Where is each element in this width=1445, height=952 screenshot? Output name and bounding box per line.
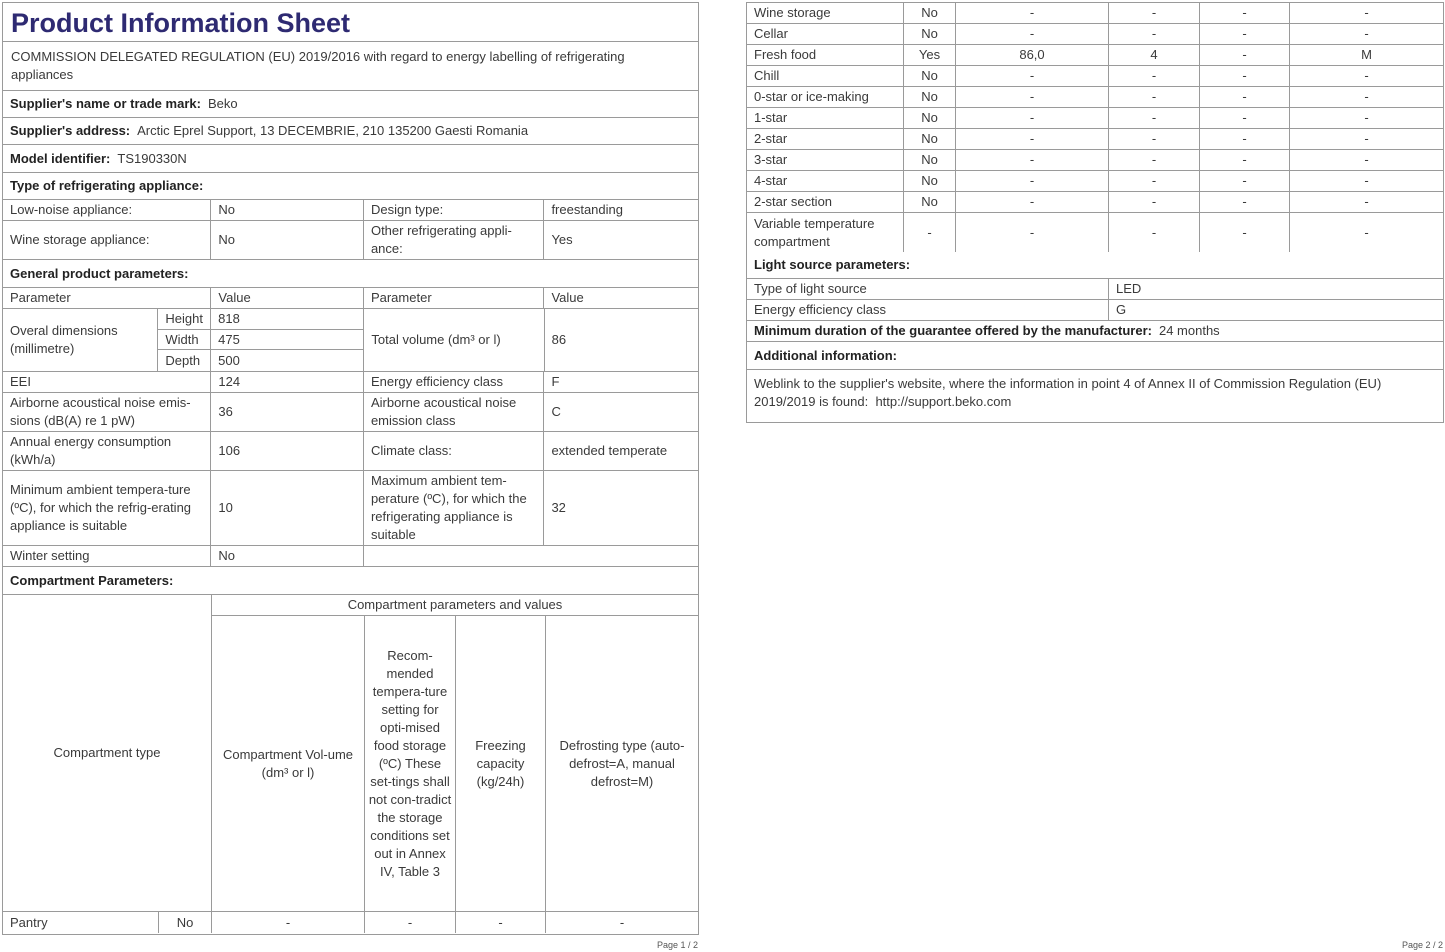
noise-label: Airborne acoustical noise emis-sions (dB(A) re 1 pW) — [3, 393, 211, 431]
value-header-1: Value — [211, 288, 364, 308]
low-noise-value: No — [211, 200, 364, 220]
max-temp-label: Maximum ambient tem-perature (ºC), for which the refrigerating appliance is suitable — [364, 471, 544, 545]
supplier-cell — [3, 91, 245, 117]
design-value: freestanding — [551, 202, 623, 217]
other-value: Yes — [551, 232, 573, 247]
pantry-row — [3, 912, 698, 933]
address-row — [3, 118, 698, 145]
compartment-temp: - — [1109, 171, 1200, 191]
page-1-number: Page 1 / 2 — [657, 940, 699, 950]
wine-label: Wine storage appliance: — [3, 221, 211, 259]
comp-values-block — [212, 595, 698, 911]
pantry-present: No — [159, 912, 212, 933]
compartment-row — [747, 3, 1443, 24]
noise-row — [3, 393, 698, 432]
compartment-row — [747, 150, 1443, 171]
noise-value: 36 — [211, 393, 364, 431]
compartment-row — [747, 171, 1443, 192]
compartment-defrost: - — [1364, 224, 1369, 240]
compartment-name: 2-star section — [747, 192, 904, 212]
compartment-present: No — [904, 24, 956, 44]
compartment-volume: - — [956, 192, 1109, 212]
depth-value: 500 — [218, 352, 240, 368]
compartment-row — [747, 87, 1443, 108]
compartment-name: Wine storage — [747, 3, 904, 23]
compartment-temp: - — [1109, 108, 1200, 128]
eei-label: EEI — [3, 372, 211, 392]
light-class-label: Energy efficiency class — [747, 300, 1109, 320]
compartment-defrost: - — [1364, 5, 1369, 20]
pantry-label: Pantry — [3, 912, 159, 933]
comp-volume-header: Compartment Vol-ume (dm³ or l) — [212, 616, 365, 911]
height-value: 818 — [218, 310, 240, 326]
compartment-present: No — [904, 171, 956, 191]
compartment-present: No — [904, 192, 956, 212]
compartment-volume: - — [956, 213, 1109, 252]
compartment-row — [747, 192, 1443, 213]
compartment-defrost: - — [1364, 173, 1369, 188]
max-temp-value: 32 — [551, 500, 566, 515]
additional-heading: Additional information: — [754, 347, 897, 363]
noise-class-value: C — [551, 404, 561, 419]
design-label: Design type: — [364, 200, 544, 220]
compartment-defrost: - — [1364, 89, 1369, 104]
type-heading: Type of refrigerating appliance: — [10, 178, 204, 193]
compartment-row — [747, 24, 1443, 45]
compartment-name: 0-star or ice-making — [747, 87, 904, 107]
dimensions-row — [3, 309, 698, 372]
compartment-row — [747, 66, 1443, 87]
eff-class-label: Energy efficiency class — [364, 372, 544, 392]
general-heading: General product parameters: — [10, 265, 189, 281]
compartment-volume: - — [956, 129, 1109, 149]
pantry-defrost: - — [619, 914, 625, 930]
compartment-defrost: - — [1364, 68, 1369, 83]
compartment-defrost: - — [1364, 194, 1369, 209]
compartment-present: No — [904, 129, 956, 149]
total-volume-value: 86 — [551, 332, 567, 347]
compartment-freeze: - — [1200, 87, 1290, 107]
weblink-url[interactable]: http://support.beko.com — [875, 394, 1012, 409]
light-type-value: LED — [1116, 281, 1142, 296]
compartment-row — [747, 45, 1443, 66]
width-row — [158, 330, 363, 351]
compartment-temp: 4 — [1109, 45, 1200, 65]
compartment-present: No — [904, 150, 956, 170]
compartment-temp: - — [1109, 192, 1200, 212]
compartment-row — [747, 108, 1443, 129]
low-noise-label: Low-noise appliance: — [3, 200, 211, 220]
wine-value: No — [211, 221, 364, 259]
comp-defrost-header: Defrosting type (auto-defrost=A, manual defrost=M) — [559, 737, 685, 789]
title-row — [3, 3, 698, 42]
dimensions-label: Overal dimensions (millimetre) — [3, 309, 158, 371]
compartment-volume: - — [956, 66, 1109, 86]
regulation-row — [3, 42, 698, 91]
light-class-value: G — [1116, 302, 1127, 317]
compartment-present: Yes — [904, 45, 956, 65]
light-heading: Light source parameters: — [754, 257, 911, 272]
compartment-temp: - — [1109, 129, 1200, 149]
compartment-volume: - — [956, 3, 1109, 23]
compartment-volume: - — [956, 24, 1109, 44]
min-temp-value: 10 — [211, 471, 364, 545]
light-heading-row — [747, 252, 1443, 279]
compartment-name: Cellar — [747, 24, 904, 44]
pantry-volume: - — [212, 912, 365, 933]
compartment-volume: - — [956, 108, 1109, 128]
page-2 — [746, 2, 1444, 423]
light-class-row — [747, 300, 1443, 321]
compartment-defrost: M — [1361, 47, 1372, 62]
weblink-row — [747, 370, 1443, 416]
eei-value: 124 — [211, 372, 364, 392]
pantry-freeze: - — [456, 912, 546, 933]
supplier-label: Supplier's name or trade mark: — [10, 96, 201, 111]
weblink-text: Weblink to the supplier's website, where the information in point 4 of Annex II of Commission Regulation (EU) 2019/2019 is found: — [754, 376, 1382, 409]
compartment-volume: - — [956, 87, 1109, 107]
compartment-temp: - — [1109, 213, 1200, 252]
compartment-temp: - — [1109, 66, 1200, 86]
compartment-freeze: - — [1200, 24, 1290, 44]
model-value: TS190330N — [117, 150, 187, 166]
compartment-defrost: - — [1364, 26, 1369, 41]
compartment-defrost: - — [1364, 152, 1369, 167]
compartment-present: No — [904, 108, 956, 128]
light-type-label: Type of light source — [747, 279, 1109, 299]
compartment-row — [747, 129, 1443, 150]
compartment-present: - — [904, 213, 956, 252]
compartment-freeze: - — [1200, 192, 1290, 212]
compartment-temp: - — [1109, 24, 1200, 44]
compartment-heading-row — [3, 567, 698, 595]
sheet-title: Product Information Sheet — [11, 8, 351, 38]
climate-value: extended temperate — [551, 443, 668, 458]
model-row — [3, 145, 698, 173]
page-1 — [2, 2, 699, 935]
compartment-name: Chill — [747, 66, 904, 86]
compartment-name: 1-star — [747, 108, 904, 128]
annual-value: 106 — [211, 432, 364, 470]
compartment-name: 2-star — [747, 129, 904, 149]
param-header-1: Parameter — [3, 288, 211, 308]
climate-label: Climate class: — [364, 432, 544, 470]
compartment-freeze: - — [1200, 3, 1290, 23]
compartment-defrost: - — [1364, 110, 1369, 125]
comp-values-header: Compartment parameters and values — [212, 595, 698, 616]
compartment-freeze: - — [1200, 129, 1290, 149]
comp-type-header: Compartment type — [3, 595, 212, 911]
pantry-temp: - — [365, 912, 456, 933]
compartment-volume: - — [956, 150, 1109, 170]
comp-freeze-header: Freezing capacity (kg/24h) — [456, 616, 546, 911]
compartment-header-row — [3, 595, 698, 912]
model-label: Model identifier: — [10, 150, 111, 166]
type-heading-row — [3, 173, 698, 200]
guarantee-row — [747, 321, 1443, 342]
total-volume-label: Total volume (dm³ or l) — [364, 309, 544, 371]
winter-empty — [364, 546, 698, 566]
winter-row — [3, 546, 698, 567]
comp-subheaders — [212, 616, 698, 911]
compartment-present: No — [904, 87, 956, 107]
height-label: Height — [158, 309, 211, 329]
dimensions-values — [158, 309, 364, 371]
compartment-freeze: - — [1200, 108, 1290, 128]
guarantee-value: 24 months — [1158, 323, 1220, 338]
compartment-row — [747, 213, 1443, 252]
min-temp-label: Minimum ambient tempera-ture (ºC), for which the refrig-erating appliance is suitable — [3, 471, 211, 545]
guarantee-label: Minimum duration of the guarantee offered by the manufacturer: — [754, 323, 1152, 338]
compartment-present: No — [904, 3, 956, 23]
annual-label: Annual energy consumption (kWh/a) — [3, 432, 211, 470]
annual-row — [3, 432, 698, 471]
width-value: 475 — [218, 331, 240, 347]
compartment-temp: - — [1109, 3, 1200, 23]
light-type-row — [747, 279, 1443, 300]
additional-heading-row — [747, 342, 1443, 370]
compartment-freeze: - — [1200, 66, 1290, 86]
compartment-name: Variable temperature compartment — [747, 213, 904, 252]
address-value: Arctic Eprel Support, 13 DECEMBRIE, 210 135200 Gaesti Romania — [137, 123, 529, 138]
supplier-row — [3, 91, 698, 118]
page-2-number: Page 2 / 2 — [1402, 940, 1444, 950]
compartment-temp: - — [1109, 150, 1200, 170]
noise-class-label: Airborne acoustical noise emission class — [364, 393, 544, 431]
eff-class-value: F — [551, 374, 560, 389]
compartment-freeze: - — [1200, 171, 1290, 191]
wine-row — [3, 221, 698, 260]
winter-label: Winter setting — [3, 546, 211, 566]
temp-row — [3, 471, 698, 546]
value-header-2: Value — [551, 290, 584, 305]
compartment-volume: 86,0 — [956, 45, 1109, 65]
eei-row — [3, 372, 698, 393]
compartment-freeze: - — [1200, 150, 1290, 170]
address-cell — [3, 118, 535, 144]
supplier-value: Beko — [207, 96, 238, 111]
compartment-volume: - — [956, 171, 1109, 191]
param-header-2: Parameter — [364, 288, 544, 308]
low-noise-row — [3, 200, 698, 221]
compartment-name: 4-star — [747, 171, 904, 191]
guarantee-cell — [747, 321, 1227, 341]
compartment-temp: - — [1109, 87, 1200, 107]
winter-value: No — [211, 546, 364, 566]
compartment-name: 3-star — [747, 150, 904, 170]
height-row — [158, 309, 363, 330]
model-cell — [3, 145, 194, 172]
width-label: Width — [158, 330, 211, 350]
compartment-name: Fresh food — [747, 45, 904, 65]
address-label: Supplier's address: — [10, 123, 131, 138]
comp-temp-header: Recom-mended tempera-ture setting for opti-mised food storage (ºC) These set-tings shall not con-tradict the storage conditions set out in Annex IV, Table 3 — [365, 616, 456, 911]
regulation-text: COMMISSION DELEGATED REGULATION (EU) 2019/2016 with regard to energy labelling of refrigerating appliances — [11, 49, 625, 82]
other-label: Other refrigerating appli-ance: — [364, 221, 544, 259]
compartment-defrost: - — [1364, 131, 1369, 146]
depth-row — [158, 350, 363, 371]
depth-label: Depth — [158, 350, 211, 371]
compartment-present: No — [904, 66, 956, 86]
compartment-list — [747, 3, 1443, 252]
compartment-heading: Compartment Parameters: — [10, 572, 174, 588]
compartment-freeze: - — [1200, 213, 1290, 252]
compartment-freeze: - — [1200, 45, 1290, 65]
param-header-row — [3, 288, 698, 309]
weblink-cell — [747, 370, 1443, 416]
general-heading-row — [3, 260, 698, 288]
